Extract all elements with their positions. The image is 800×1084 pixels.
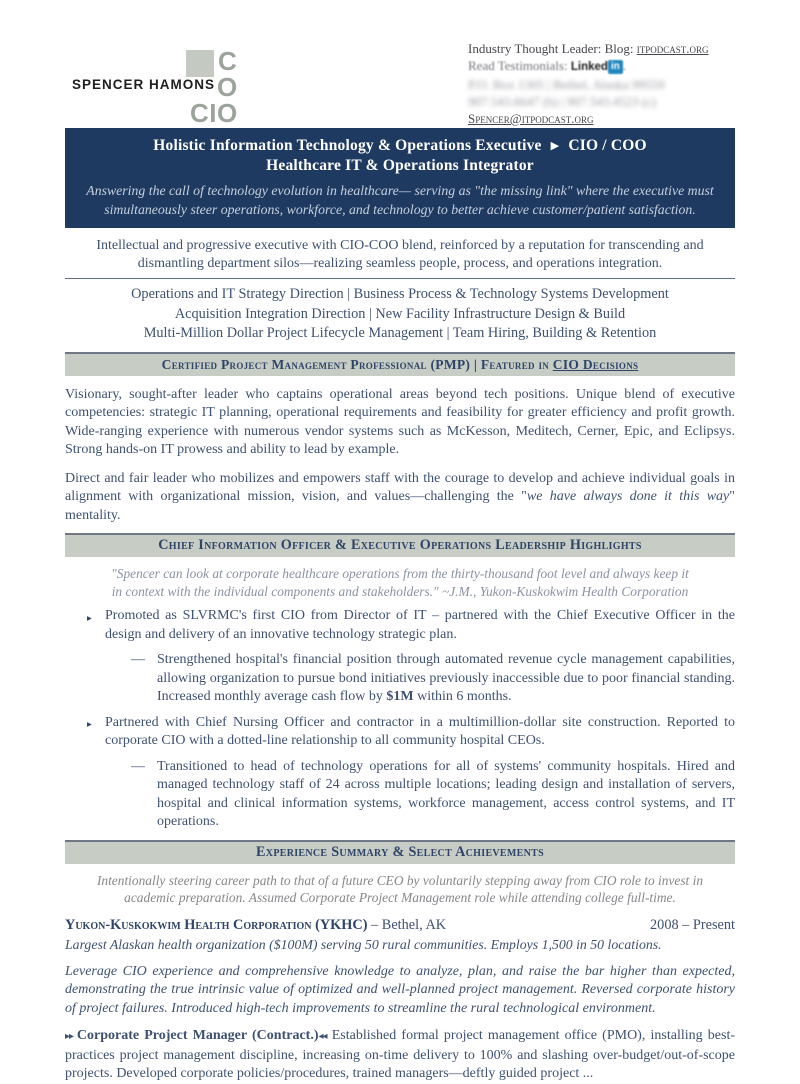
banner-title xyxy=(77,136,723,176)
company-location: – Bethel, AK xyxy=(367,916,447,933)
cio-decisions-link[interactable]: CIO Decisions xyxy=(552,356,639,372)
address-redacted: P.O. Box 1305 | Bethel, Alaska 99559 xyxy=(468,77,665,92)
sub-bullet-2-text: Transitioned to head of technology operations for all of systems' community hospitals. Hired and managed technology staff of 24 across multiple locations; leading design and installation of servers, hospital and clinical information systems, workforce management, access control systems, and IT operations. xyxy=(157,758,735,829)
banner-title-line2: Healthcare IT & Operations Integrator xyxy=(266,157,534,174)
banner-tagline: Answering the call of technology evolution in healthcare— serving as "the missing link" where the executive must simultaneously steer operations, workforce, and technology to better achieve customer/patient satisfaction. xyxy=(86,183,714,217)
double-left-arrow-icon: ◂◂ xyxy=(318,1031,327,1042)
sub-bullet-1-start: Strengthened hospital's financial position through automated revenue cycle management capabilities, allowing organization to pursue bond initiatives previously inaccessible due to poor financial standing. Increased monthly average cash flow by xyxy=(157,652,735,704)
logo-monogram-c: C xyxy=(218,46,237,76)
linkedin-icon[interactable]: in xyxy=(608,60,623,74)
title-banner xyxy=(65,128,735,228)
highlight-sub-bullet-2 xyxy=(65,758,735,832)
highlight-bullet-1 xyxy=(65,607,735,644)
right-arrow-icon: ▶ xyxy=(550,139,560,152)
logo-monogram-cio: CIO xyxy=(190,98,238,128)
blog-line xyxy=(468,40,709,57)
divider-rule xyxy=(65,278,735,279)
role-title: Corporate Project Manager (Contract.) xyxy=(76,1028,319,1043)
sub-bullet-1-bold: $1M xyxy=(386,689,414,704)
logo xyxy=(72,46,262,128)
phone-redacted: 907.543.6647 (h) | 907.543.4523 (c) xyxy=(468,94,657,109)
bullet-2-text: Partnered with Chief Nursing Officer and contractor in a multimillion-dollar site construction. Reported to corporate CIO with a dotted-line relationship to all community hospital CEOs. xyxy=(105,714,735,748)
sub-bullet-1-end: within 6 months. xyxy=(413,689,512,704)
credentials-text: Certified Project Management Professional (PMP) | Featured in xyxy=(161,356,553,372)
bullet-1-text: Promoted as SLVRMC's first CIO from Director of IT – partnered with the Chief Executive Officer in the design and delivery of an innovative technology strategic plan. xyxy=(105,608,735,642)
testimonial-quote xyxy=(95,565,705,600)
bullet-triangle-icon: ▸ xyxy=(87,719,92,730)
role-paragraph xyxy=(65,1027,735,1084)
experience-intro: Intentionally steering career path to that of a future CEO by voluntarily stepping away from CIO role to invest in academic preparation. Assumed Corporate Project Management role while attending college full-time. xyxy=(96,872,704,905)
para2-start: Direct and fair leader who mobilizes and empowers staff with the courage to develop and achieve individual goals in alignment with organizational mission, vision, and values—challenging the " xyxy=(65,470,735,504)
banner-title-right: CIO / COO xyxy=(568,137,647,154)
blog-link[interactable]: itpodcast.org xyxy=(636,41,709,56)
profile-paragraph-2 xyxy=(65,470,735,526)
credentials-banner xyxy=(65,352,735,376)
dash-icon: — xyxy=(131,652,145,667)
testimonials-line xyxy=(468,57,709,76)
quote-line-2: in context with the individual components and stakeholders." ~J.M., Yukon-Kuskokwim Health Corporation xyxy=(111,583,689,599)
keyword-line-3: Multi-Million Dollar Project Lifecycle Management | Team Hiring, Building & Retention xyxy=(143,325,657,341)
dash-icon: — xyxy=(131,758,145,774)
testimonials-label: Read Testimonials: xyxy=(468,58,571,73)
contact-block xyxy=(468,40,709,127)
highlights-section-header: Chief Information Officer & Executive Operations Leadership Highlights xyxy=(65,533,735,557)
highlight-bullet-2 xyxy=(65,714,735,751)
para2-end: " mentality. xyxy=(65,489,735,523)
double-right-arrow-icon: ▸▸ xyxy=(65,1031,77,1042)
profile-paragraph-1: Visionary, sought-after leader who captains operational areas beyond tech positions. Unique blend of executive competencies: strategic IT planning, operational requirements and feasibility for greater efficiency and profit growth. Wide-ranging experience with numerous vendor systems such as McKesson, Meditech, Cerner, Epic, and Eclipsys. Strong hands-on IT prowess and ability to lead by example. xyxy=(65,386,735,457)
profile-intro: Intellectual and progressive executive with CIO-COO blend, reinforced by a reputation for transcending and dismantling department silos—realizing seamless people, process, and operations integration. xyxy=(96,238,704,271)
banner-title-left: Holistic Information Technology & Operations Executive xyxy=(153,137,542,154)
blog-label: Industry Thought Leader: Blog: xyxy=(468,41,637,56)
role-intro-paragraph: Leverage CIO experience and comprehensive knowledge to analyze, plan, and raise the bar higher than expected, demonstrating the true intrinsic value of optimized and well-planned project management. Reversed corporate history of project failures. Introduced high-tech improvements to streamline the rural technological environment. xyxy=(65,963,735,1016)
experience-section-header: Experience Summary & Select Achievements xyxy=(65,840,735,864)
linkedin-wordmark[interactable]: Linked xyxy=(570,61,608,73)
logo-name: SPENCER HAMONS xyxy=(72,77,216,92)
header xyxy=(0,0,800,128)
testimonials-suffix: . xyxy=(622,58,627,73)
highlight-sub-bullet-1 xyxy=(65,651,735,707)
keyword-list xyxy=(65,285,735,344)
employment-dates: 2008 – Present xyxy=(650,916,735,933)
para2-italic-phrase: we have always done it this way xyxy=(526,489,730,504)
keyword-line-2: Acquisition Integration Direction | New Facility Infrastructure Design & Build xyxy=(174,305,626,322)
company-name: Yukon-Kuskokwim Health Corporation (YKHC) xyxy=(65,916,368,933)
logo-square-icon xyxy=(186,50,214,77)
email-link[interactable]: Spencer@itpodcast.org xyxy=(468,111,594,126)
logo-monogram-o: O xyxy=(217,72,238,102)
bullet-triangle-icon: ▸ xyxy=(87,612,92,624)
role-text: Established formal project management office (PMO), installing best-practices project management discipline, increasing on-time delivery to 100% and slashing over-budget/out-of-scope projects. Developed corporate policies/procedures, trained managers—deftly guided project ... xyxy=(65,1028,735,1081)
company-row xyxy=(65,916,735,934)
quote-line-1: "Spencer can look at corporate healthcare operations from the thirty-thousand foot level and always keep it xyxy=(111,566,689,581)
company-title xyxy=(65,916,446,934)
highlights-list xyxy=(65,607,735,832)
email-line xyxy=(468,110,709,127)
keyword-line-1: Operations and IT Strategy Direction | Business Process & Technology Systems Development xyxy=(131,286,669,302)
company-description: Largest Alaskan health organization ($100M) serving 50 rural communities. Employs 1,500 in 50 locations. xyxy=(65,936,662,952)
